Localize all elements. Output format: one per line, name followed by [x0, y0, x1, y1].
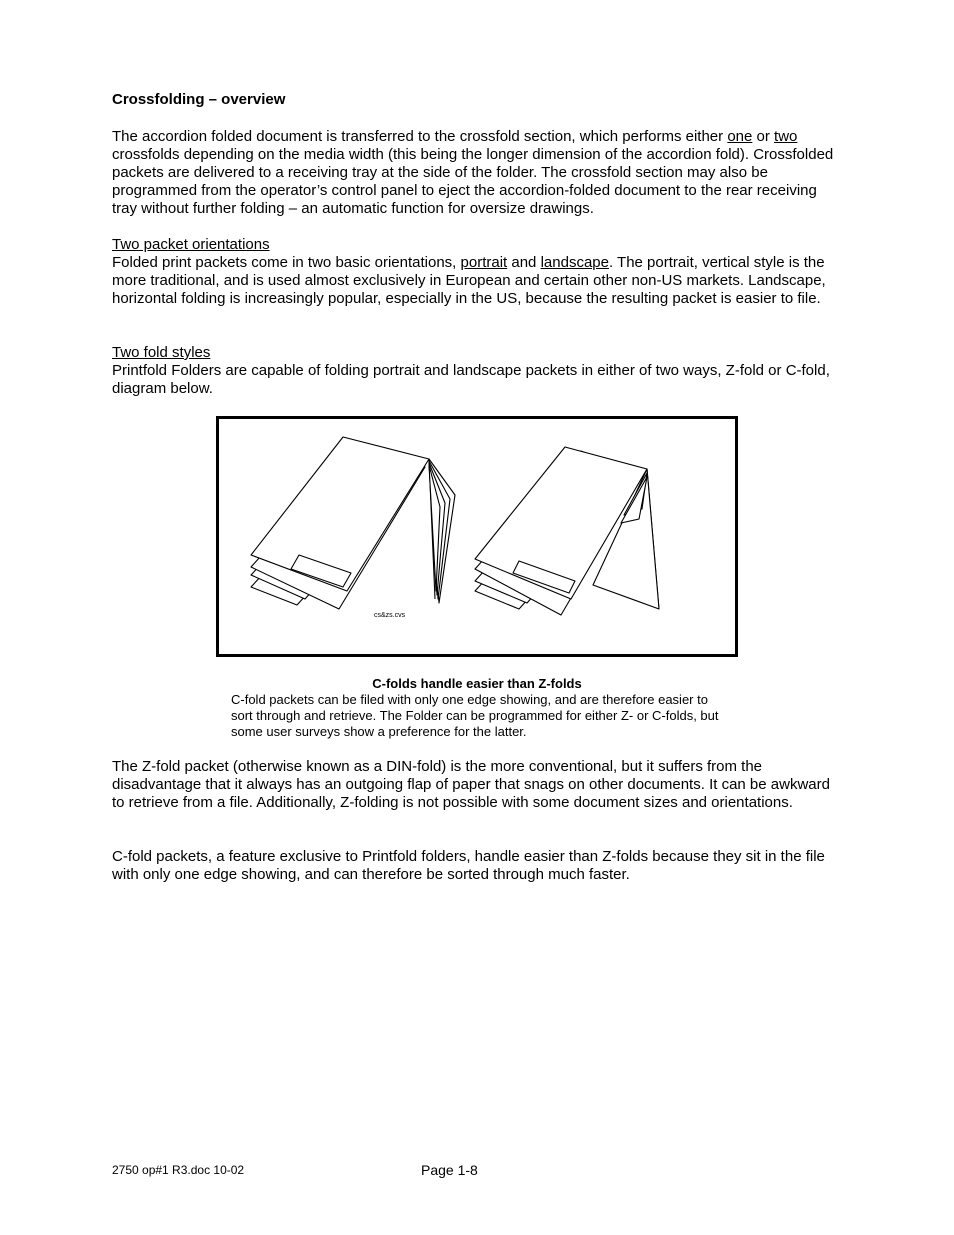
c-fold-packet [475, 447, 659, 615]
figure-file-label: cs&zs.cvs [374, 612, 406, 619]
fold-styles-text: Printfold Folders are capable of folding portrait and landscape packets in either of two ways, Z-fold or C-fold, diagram below. [112, 362, 830, 397]
fold-styles-subheading: Two fold styles [112, 344, 211, 361]
one-link-text: one [727, 128, 753, 145]
footer-page-number: Page 1-8 [421, 1162, 478, 1178]
fold-diagram-drawing [219, 419, 735, 654]
orientations-section [112, 236, 842, 308]
zfold-paragraph: The Z-fold packet (otherwise known as a DIN-fold) is the more conventional, but it suffers from the disadvantage that it always has an outgoing flap of paper that snags on other documents. It can be awkward to retrieve from a file. Additionally, Z-folding is not possible with some document sizes and orientations. [112, 758, 830, 811]
intro-text-2: or [752, 128, 775, 145]
fold-diagram [216, 416, 738, 657]
landscape-term: landscape [540, 254, 609, 271]
figure-caption-text: C-fold packets can be filed with only one edge showing, and are therefore easier to sort through and retrieve. The Folder can be programmed for either Z- or C-folds, but some user surveys show a preference for the latter. [231, 692, 719, 739]
two-link-text: two [774, 128, 798, 145]
orientations-text-1: Folded print packets come in two basic orientations, [112, 254, 461, 271]
z-fold-packet [251, 437, 455, 609]
orientations-text-2: and [507, 254, 541, 271]
figure-caption-title: C-folds handle easier than Z-folds [372, 676, 582, 691]
intro-paragraph [112, 128, 842, 218]
cfold-paragraph: C-fold packets, a feature exclusive to Printfold folders, handle easier than Z-folds because they sit in the file with only one edge showing, and can therefore be sorted through much faster. [112, 848, 825, 883]
intro-text-1: The accordion folded document is transferred to the crossfold section, which performs either [112, 128, 728, 145]
fold-styles-section [112, 344, 842, 398]
footer-doc-id: 2750 op#1 R3.doc 10-02 [112, 1163, 245, 1177]
section-heading: Crossfolding – overview [112, 91, 286, 108]
orientations-subheading: Two packet orientations [112, 236, 270, 253]
portrait-term: portrait [460, 254, 508, 271]
orientations-text-3: . The portrait, vertical style is the more traditional, and is used almost exclusively in European and certain other non-US markets. Landscape, horizontal folding is increasingly popular, especially in the US, because the resulting packet is easier to file. [112, 254, 826, 307]
intro-text-3: crossfolds depending on the media width (this being the longer dimension of the accordion fold). Crossfolded packets are delivered to a receiving tray at the side of the folder. The crossfold section may also be programmed from the operator’s control panel to eject the accordion-folded document to the rear receiving tray without further folding – an automatic function for oversize drawings. [112, 146, 834, 217]
